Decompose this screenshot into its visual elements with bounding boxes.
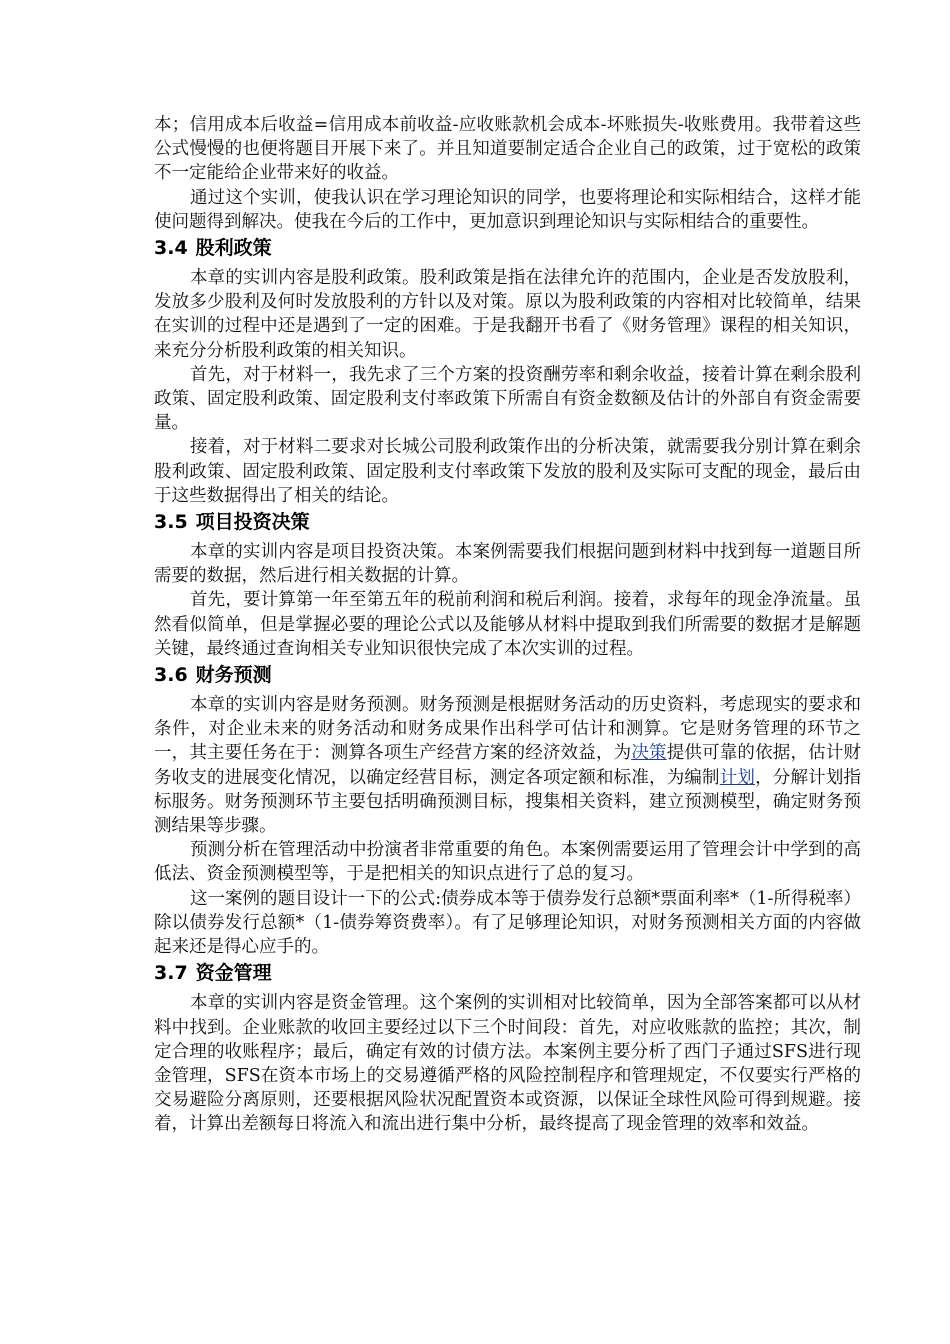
section-number: 3.7 bbox=[154, 962, 188, 985]
text-run: 本章的实训内容是财务预测。财务预测是根据财务活动的历史资料，考虑现实的要求和条件，对企业未来的财务活动和财务成果作出科学可估计和测算。它是财务管理的环节之一，其主要任务在于：测算各项生产经营方案的经济效益，为 bbox=[154, 695, 861, 764]
section-number: 3.5 bbox=[154, 511, 188, 534]
section-heading-3-6 bbox=[154, 661, 861, 689]
section-title: 项目投资决策 bbox=[195, 511, 310, 534]
document-page bbox=[154, 113, 861, 1137]
paragraph: 接着，对于材料二要求对长城公司股利政策作出的分析决策，就需要我分别计算在剩余股利政策、固定股利政策、固定股利支付率政策下发放的股利及实际可支配的现金，最后由于这些数据得出了相关的结论。 bbox=[154, 437, 861, 506]
link-decision[interactable]: 决策 bbox=[631, 743, 667, 764]
paragraph: 预测分析在管理活动中扮演者非常重要的角色。本案例需要运用了管理会计中学到的高低法、资金预测模型等，于是把相关的知识点进行了总的复习。 bbox=[154, 840, 861, 885]
text-run: 提供可靠的依据，估计财务收支的进展变化情况，以确定经营目标，测定各项定额和标准，为编制 bbox=[154, 743, 861, 788]
paragraph: 本章的实训内容是资金管理。这个案例的实训相对比较简单，因为全部答案都可以从材料中找到。企业账款的收回主要经过以下三个时间段：首先，对应收账款的监控；其次，制定合理的收账程序；最后，确定有效的讨债方法。本案例主要分析了西门子通过SFS进行现金管理，SFS在资本市场上的交易遵循严格的风险控制程序和管理规定，不仅要实行严格的交易避险分离原则，还要根据风险状况配置资本或资源，以保证全球性风险可得到规避。接着，计算出差额每日将流入和流出进行集中分析，最终提高了现金管理的效率和效益。 bbox=[154, 993, 861, 1135]
section-title: 财务预测 bbox=[195, 664, 272, 687]
paragraph: 本章的实训内容是股利政策。股利政策是指在法律允许的范围内，企业是否发放股利，发放多少股利及何时发放股利的方针以及对策。原以为股利政策的内容相对比较简单，结果在实训的过程中还是遇到了一定的困难。于是我翻开书看了《财务管理》课程的相关知识，来充分分析股利政策的相关知识。 bbox=[154, 268, 861, 361]
paragraph: 首先，要计算第一年至第五年的税前利润和税后利润。接着，求每年的现金净流量。虽然看似简单，但是掌握必要的理论公式以及能够从材料中提取到我们所需要的数据才是解题关键，最终通过查询相关专业知识很快完成了本次实训的过程。 bbox=[154, 590, 861, 659]
section-title: 资金管理 bbox=[195, 962, 272, 985]
paragraph: 本章的实训内容是项目投资决策。本案例需要我们根据问题到材料中找到每一道题目所需要的数据，然后进行相关数据的计算。 bbox=[154, 542, 861, 587]
section-number: 3.6 bbox=[154, 664, 188, 687]
text-run: ，分解计划指标服务。财务预测环节主要包括明确预测目标，搜集相关资料，建立预测模型，确定财务预测结果等步骤。 bbox=[154, 767, 862, 837]
paragraph: 首先，对于材料一，我先求了三个方案的投资酬劳率和剩余收益，接着计算在剩余股利政策、固定股利政策、固定股利支付率政策下所需自有资金数额及估计的外部自有资金需要量。 bbox=[154, 364, 861, 434]
section-number: 3.4 bbox=[154, 237, 188, 260]
paragraph bbox=[154, 693, 861, 838]
paragraph: 这一案例的题目设计一下的公式:债券成本等于债券发行总额*票面利率*（1-所得税率）除以债券发行总额*（1-债券筹资费率）。有了足够理论知识，对财务预测相关方面的内容做起来还是得心应手的。 bbox=[154, 888, 861, 958]
section-heading-3-4 bbox=[154, 234, 861, 262]
section-title: 股利政策 bbox=[195, 237, 272, 260]
section-heading-3-5 bbox=[154, 508, 861, 536]
section-heading-3-7 bbox=[154, 959, 861, 987]
paragraph: 通过这个实训，使我认识在学习理论知识的同学，也要将理论和实际相结合，这样才能使问题得到解决。使我在今后的工作中，更加意识到理论知识与实际相结合的重要性。 bbox=[154, 187, 861, 232]
link-plan[interactable]: 计划 bbox=[719, 767, 756, 788]
paragraph: 本；信用成本后收益=信用成本前收益-应收账款机会成本-坏账损失-收账费用。我带着这些公式慢慢的也便将题目开展下来了。并且知道要制定适合企业自己的政策，过于宽松的政策不一定能给企业带来好的收益。 bbox=[154, 115, 861, 184]
